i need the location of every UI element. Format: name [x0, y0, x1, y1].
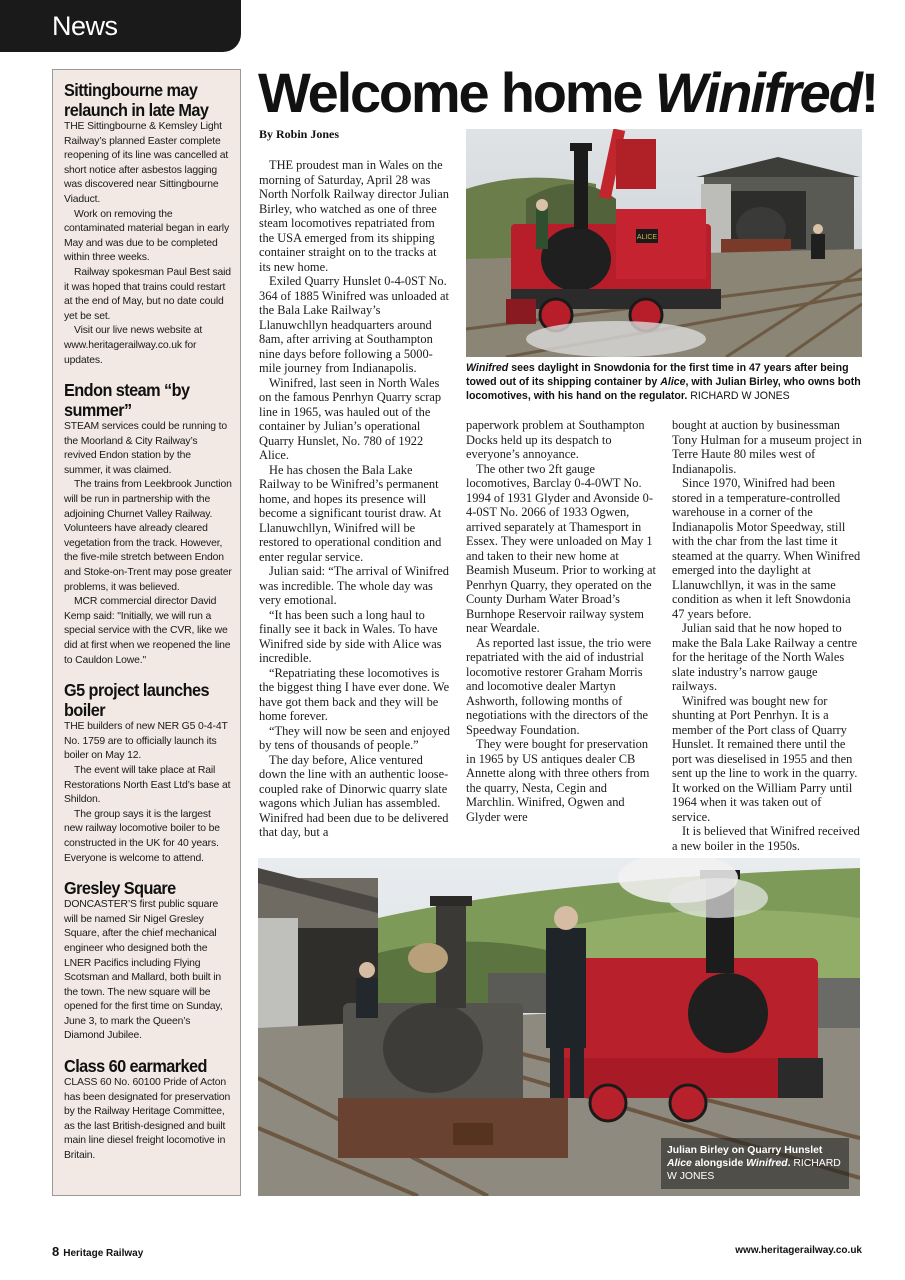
article-paragraph: paperwork problem at Southampton Docks held up its despatch to everyone’s annoyance. — [466, 418, 645, 461]
caption-text: sees daylight in Snowdonia for the first time in 47 years after being towed out of its shipping container by — [466, 362, 849, 388]
sidebar-story — [64, 380, 232, 668]
sidebar-paragraph: CLASS 60 No. 60100 Pride of Acton has been designated for preservation by the Railway Heritage Committee, as the last British-designed and built main line diesel freight locomotive in Britain. — [64, 1077, 231, 1162]
photo-credit: RICHARD W JONES — [690, 390, 790, 402]
caption-text: , with Julian Birley, who owns both locomotives, with his hand on the regulator. — [466, 376, 861, 402]
article-paragraph: Winifred, last seen in North Wales on the famous Penrhyn Quarry scrap line in 1965, was hauled out of the container by Julian’s operational Quarry Hunslet, No. 780 of 1922 Alice. — [259, 375, 442, 462]
sidebar-story — [64, 680, 232, 866]
sidebar-story-headline: Gresley Square — [64, 878, 176, 899]
headline-text: Welcome home — [258, 61, 655, 124]
article-paragraph: It is believed that Winifred received a new boiler in the 1950s. — [672, 824, 860, 852]
sidebar-paragraph: STEAM services could be running to the Moorland & City Railway’s revived Endon station by the summer, it was claimed. — [64, 421, 227, 476]
caption-name: Alice — [660, 376, 686, 388]
page-number: 8 — [52, 1244, 60, 1259]
article-paragraph: Winifred was bought new for shunting at Port Penrhyn. It is a member of the Port class of Quarry Hunslet. It remained there until the port was dieselised in 1955 and then sent up the line to work in the quarry. It worked on the William Parry until 1964 when it was taken out of service. — [672, 693, 858, 824]
article-paragraph: “It has been such a long haul to finally see it back in Wales. To have Winifred side by side with Alice was incredible. — [259, 607, 442, 665]
photo-caption-top — [466, 361, 862, 403]
sidebar-paragraph: Work on removing the contaminated material began in early May and was due to be completed within three weeks. — [64, 208, 229, 264]
byline: By Robin Jones — [259, 127, 340, 141]
article-paragraph: The other two 2ft gauge locomotives, Barclay 0-4-0WT No. 1994 of 1931 Glyder and Avonside 0-4-0ST No. 2066 of 1933 Ogwen, arrived separately at Thamesport in Essex. They were unloaded on May 1 and taken to their new home at Beamish Museum. Prior to working at Penrhyn Quarry, they operated on the County Durham Water Broad’s Burnhope Reservoir railway system near Weardale. — [466, 461, 656, 635]
article-paragraph: Since 1970, Winifred had been stored in a temperature-controlled warehouse in a corner of the Indianapolis Motor Speedway, still with the char from the last time it steamed at the quarry. When Winifred emerged into the daylight at Llanuwchllyn, it was in the same condition as when it left Snowdonia 47 years before. — [672, 476, 861, 621]
magazine-name: Heritage Railway — [63, 1248, 144, 1259]
sidebar-paragraph: DONCASTER’S first public square will be named Sir Nigel Gresley Square, after the chief mechanical engineer who designed both the LNER Pacifics including Flying Scotsman and Mallard, both built in the town. The new square will be opened for the first time on Sunday, June 3, to mark the Queen’s Diamond Jubilee. — [64, 899, 223, 1042]
article-paragraph: They were bought for preservation in 1965 by US antiques dealer CB Annette along with three others from the quarry, Nesta, Cegin and Marchlin. Winifred, Ogwen and Glyder were — [466, 737, 650, 824]
sidebar-paragraph: The event will take place at Rail Restorations North East Ltd’s base at Shildon. — [64, 764, 231, 806]
sidebar-paragraph: The trains from Leekbrook Junction will be run in partnership with the adjoining Churnet Valley Railway. Volunteers have already cleared vegetation from the track. However, the five-mile stretch between Endon and Stoke-on-Trent may pose greater problems, it was believed. — [64, 479, 232, 593]
sidebar-paragraph: The group says it is the largest new railway locomotive boiler to be constructed in the UK for 40 years. Everyone is welcome to attend. — [64, 808, 220, 864]
article-paragraph: Julian said: “The arrival of Winifred was incredible. The whole day was very emotional. — [259, 564, 449, 607]
photo-credit: RICHARD W JONES — [667, 1158, 841, 1182]
article-paragraph: bought at auction by businessman Tony Hulman for a museum project in Terre Haute 80 miles west of Indianapolis. — [672, 418, 862, 476]
headline-name: Winifred — [654, 61, 861, 124]
caption-name: Alice — [667, 1158, 692, 1169]
photo-illustration — [466, 129, 862, 357]
article-paragraph: “Repatriating these locomotives is the biggest thing I have ever done. We have got them back and they will be home forever. — [259, 665, 450, 723]
article-column-1 — [259, 158, 451, 848]
photo-caption-bottom — [661, 1138, 849, 1189]
footer-page — [52, 1244, 143, 1259]
section-tab — [0, 0, 241, 52]
article-paragraph: “They will now be seen and enjoyed by tens of thousands of people.” — [259, 723, 450, 752]
footer-website[interactable]: www.heritagerailway.co.uk — [735, 1245, 862, 1256]
caption-text: . — [787, 1158, 791, 1169]
news-sidebar — [52, 69, 241, 1196]
article-paragraph: Exiled Quarry Hunslet 0-4-0ST No. 364 of 1885 Winifred was unloaded at the Bala Lake Railway’s Llanuwchllyn headquarters around 8am, after arriving at Southampton nine days before following a 5000-mile journey from Indianapolis. — [259, 274, 449, 375]
sidebar-paragraph: THE builders of new NER G5 0-4-4T No. 1759 are to officially launch its boiler on May 12. — [64, 721, 228, 762]
article-paragraph: THE proudest man in Wales on the morning of Saturday, April 28 was North Norfolk Railway director Julian Birley, who watched as one of three steam locomotives repatriated from the USA emerged from its shipping container straight on to the tracks at its new home. — [259, 158, 449, 274]
section-label: News — [52, 11, 118, 41]
article-column-2 — [466, 418, 658, 852]
caption-text: Julian Birley on Quarry Hunslet — [667, 1145, 823, 1156]
sidebar-story-headline: G5 project launches boiler — [64, 680, 209, 721]
caption-name: Winifred — [746, 1158, 788, 1169]
article-paragraph: As reported last issue, the trio were repatriated with the aid of industrial locomotive restorer Graham Morris and locomotive dealer Martyn Ashworth, following months of negotiations with the directors of the Speedway Foundation. — [466, 635, 652, 737]
sidebar-paragraph: MCR commercial director David Kemp said: "Initially, we will run a special service with the CVR, like we did at first when we reopened the line to Cauldon Lowe." — [64, 596, 231, 666]
sidebar-story — [64, 878, 232, 1044]
caption-name: Winifred — [466, 362, 509, 374]
loco-nameplate: ALICE — [636, 234, 658, 241]
article-paragraph: He has chosen the Bala Lake Railway to be Winifred’s permanent home, and hopes its presence will become a significant tourist draw. At Llanuwchllyn, Winifred will be restored to operational condition and enter regular service. — [259, 462, 442, 564]
sidebar-story — [64, 1056, 232, 1164]
sidebar-paragraph: THE Sittingbourne & Kemsley Light Railway’s planned Easter complete reopening of its line was cancelled at short notice after asbestos lagging was discovered near Sittingbourne Viaduct. — [64, 121, 229, 205]
article-paragraph: The day before, Alice ventured down the line with an authentic loose-coupled rake of Dinorwic quarry slate wagons which Julian has assembled. Winifred had been due to be delivered that day, but a — [259, 752, 449, 839]
article-headline — [258, 60, 877, 126]
sidebar-story — [64, 80, 232, 368]
caption-text: alongside — [691, 1158, 747, 1169]
article-column-3 — [672, 418, 862, 852]
sidebar-story-headline: Class 60 earmarked — [64, 1056, 207, 1077]
sidebar-paragraph: Railway spokesman Paul Best said it was hoped that trains could restart at the end of May, but no date could yet be set. — [64, 266, 231, 322]
sidebar-paragraph: Visit our live news website at www.heritagerailway.co.uk for updates. — [64, 325, 203, 366]
photo-winifred-towed — [466, 129, 862, 357]
sidebar-story-headline: Sittingbourne may relaunch in late May — [64, 80, 209, 120]
article-paragraph: Julian said that he now hoped to make the Bala Lake Railway a centre for the heritage of the North Wales slate industry’s narrow gauge railways. — [672, 621, 858, 693]
sidebar-story-headline: Endon steam “by summer” — [64, 380, 190, 421]
headline-exclaim: ! — [860, 61, 878, 124]
